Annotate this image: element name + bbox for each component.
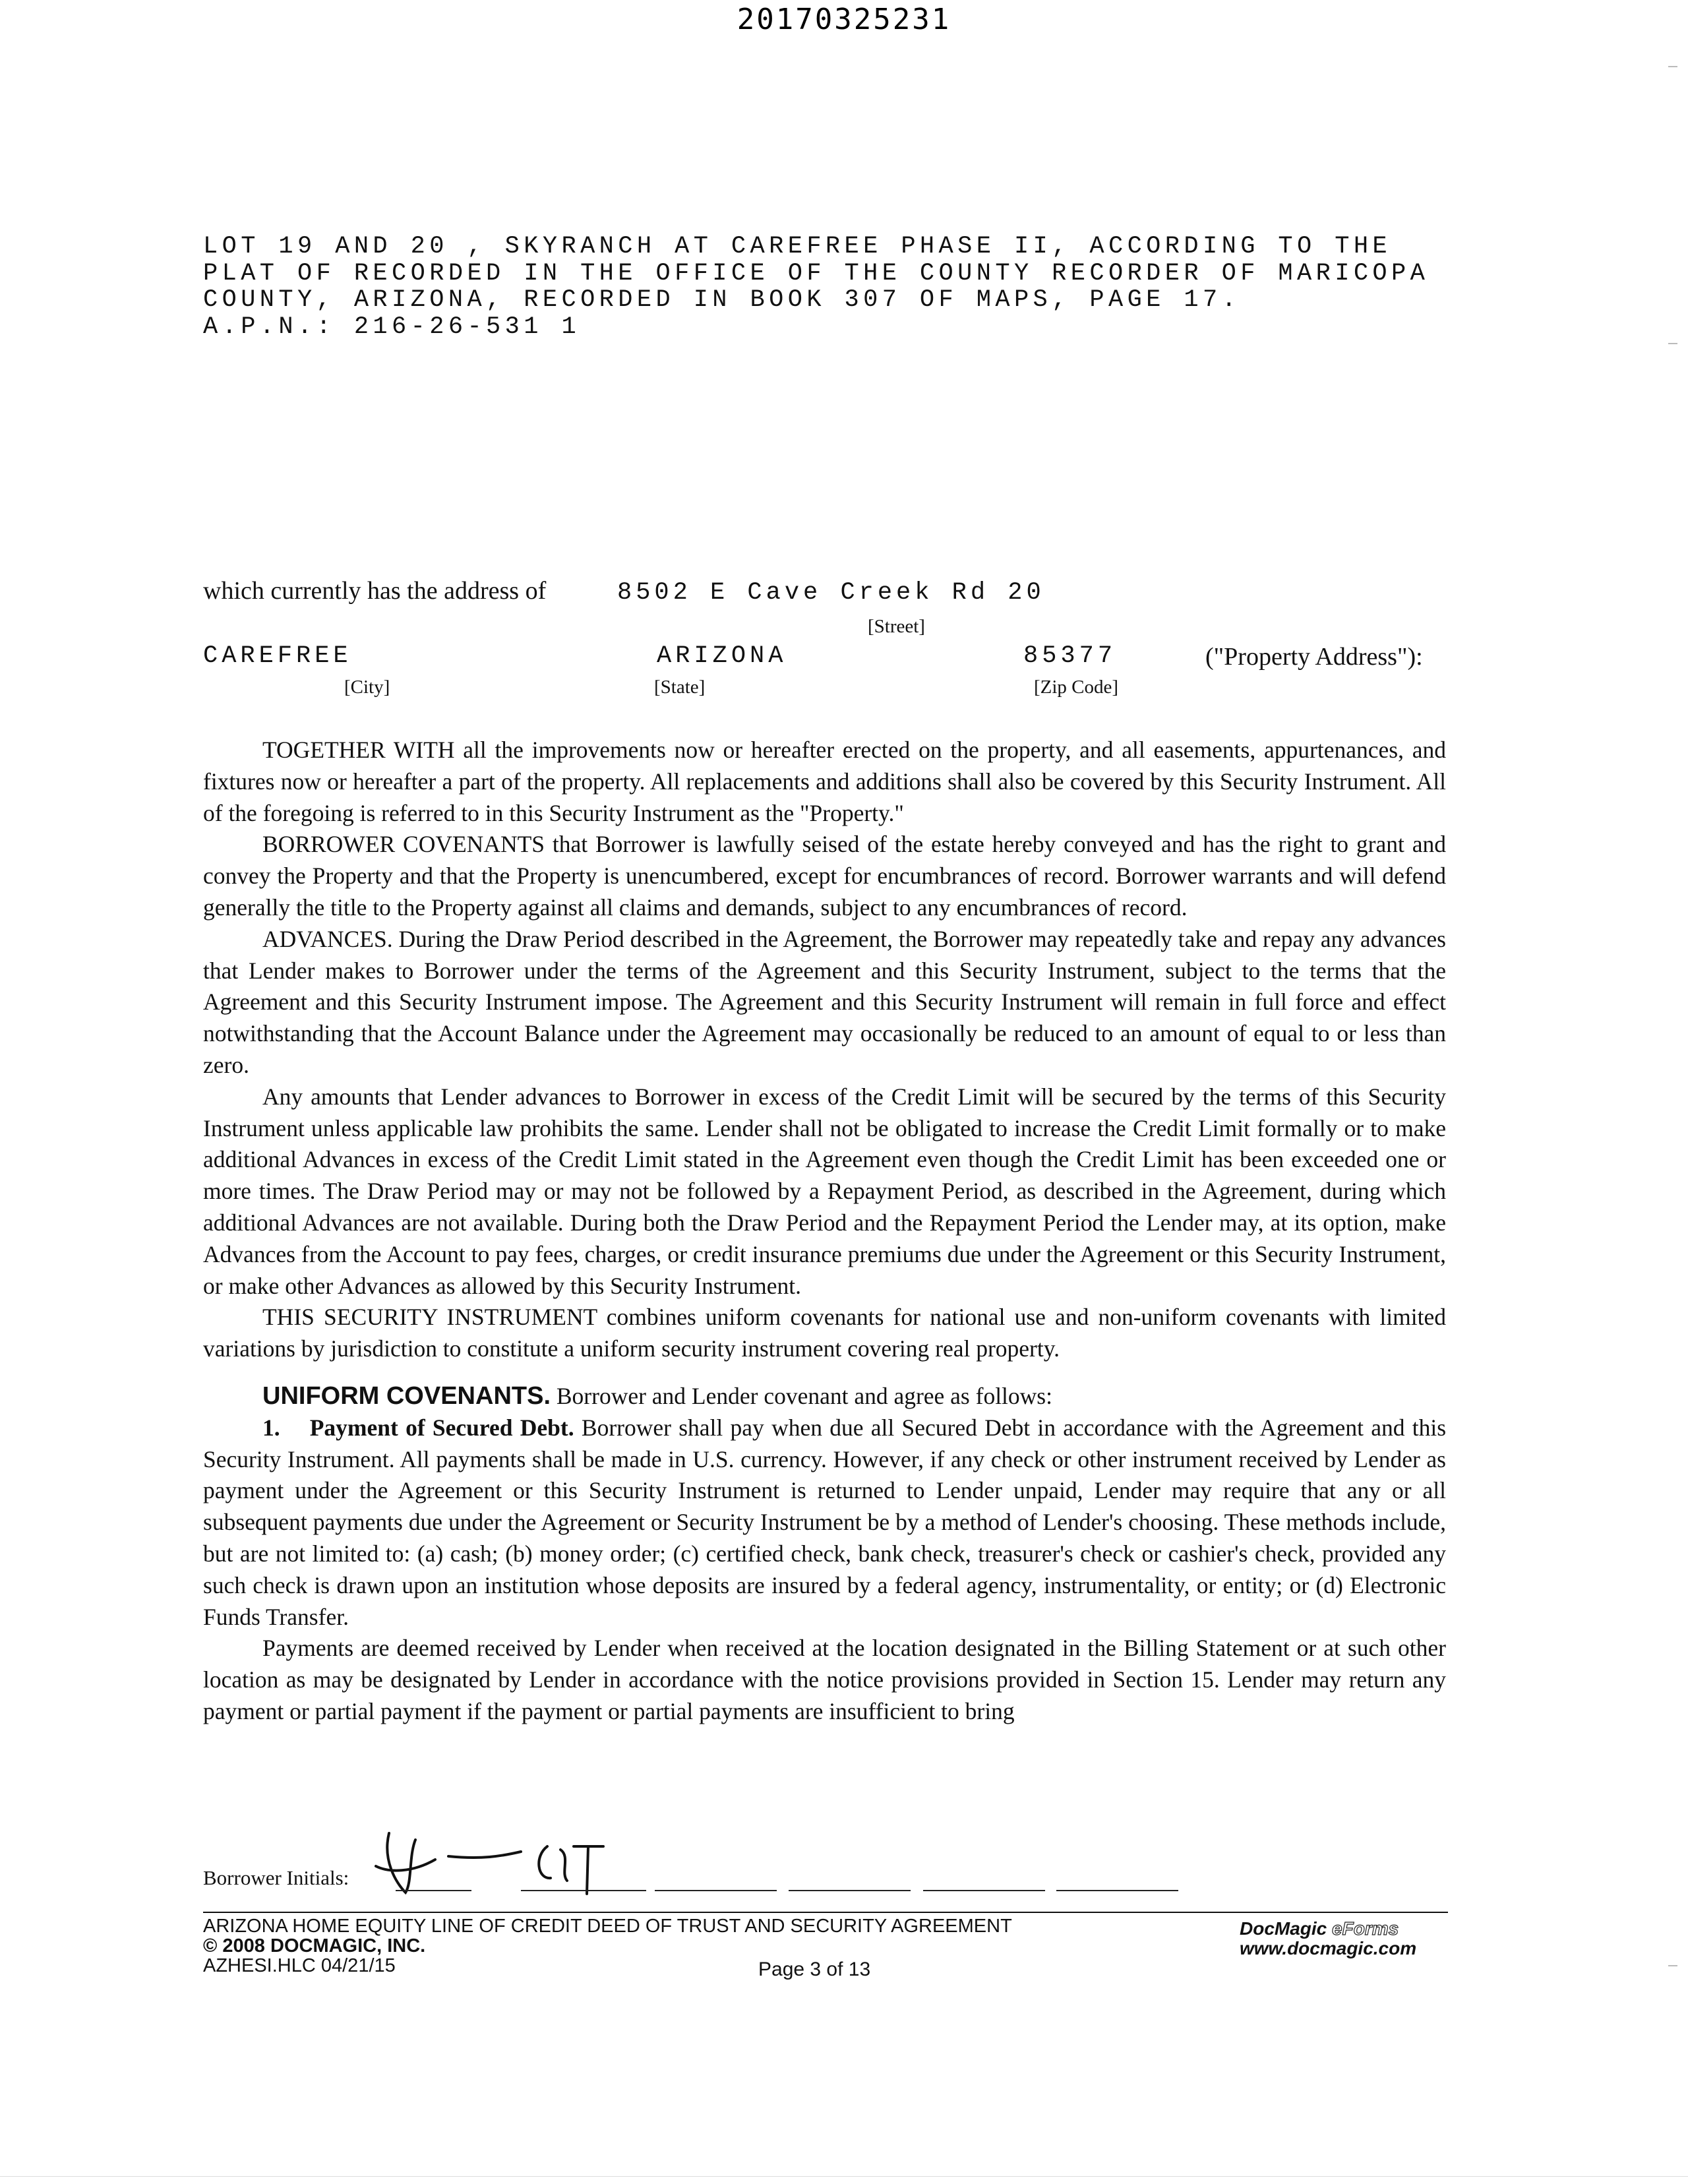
state-value: ARIZONA	[657, 642, 787, 670]
borrower-initials-signature	[349, 1820, 653, 1899]
legal-line: A.P.N.: 216-26-531 1	[203, 313, 581, 341]
footer-rule	[203, 1912, 1448, 1913]
legal-line: PLAT OF RECORDED IN THE OFFICE OF THE COUNTY RECORDER OF MARICOPA	[203, 259, 1430, 288]
body-text	[203, 735, 1446, 1728]
city-value: CAREFREE	[203, 642, 352, 670]
uniform-covenants-intro: Borrower and Lender covenant and agree as follows:	[556, 1382, 1052, 1409]
borrower-initials-label: Borrower Initials:	[203, 1866, 349, 1889]
section-1-title: Payment of Secured Debt.	[309, 1414, 574, 1441]
paragraph-credit-limit: Any amounts that Lender advances to Borrower in excess of the Credit Limit will be secured by the terms of this Security Instrument unless applicable law prohibits the same. Lender shall not be obligated to increase the Credit Limit formally or to make additional Advances in excess of the Credit Limit stated in the Agreement even though the Credit Limit has been exceeded one or more times. The Draw Period may or may not be followed by a Repayment Period, as described in the Agreement, during which additional Advances are not available. During both the Draw Period and the Repayment Period the Lender may, at its option, make Advances from the Account to pay fees, charges, or credit insurance premiums due under the Agreement or this Security Instrument, or make other Advances as allowed by this Security Instrument.	[203, 1083, 1446, 1299]
section-1	[203, 1412, 1446, 1633]
zip-label: [Zip Code]	[1034, 677, 1119, 698]
form-code: AZHESI.HLC 04/21/15	[203, 1955, 396, 1976]
scan-bottom-edge	[0, 2176, 1688, 2177]
state-label: [State]	[654, 677, 706, 698]
initials-line	[923, 1890, 1045, 1891]
copyright: © 2008 DOCMAGIC, INC.	[203, 1935, 426, 1957]
city-label: [City]	[344, 677, 390, 698]
zip-value: 85377	[1023, 642, 1117, 670]
paragraph-security-instrument: THIS SECURITY INSTRUMENT combines uniform covenants for national use and non-uniform covenants with limited variations by jurisdiction to constitute a uniform security instrument covering real property.	[203, 1304, 1446, 1362]
footer-brand	[1240, 1919, 1416, 1958]
uniform-covenants-title: UNIFORM COVENANTS.	[262, 1381, 551, 1410]
address-intro: which currently has the address of	[203, 577, 547, 605]
paragraph-advances: ADVANCES. During the Draw Period described in the Agreement, the Borrower may repeatedly take and repay any advances that Lender makes to Borrower under the terms of the Agreement and this Security Instrument, subject to the terms that the Agreement and this Security Instrument impose. The Agreement and this Security Instrument will remain in full force and effect notwithstanding that the Account Balance under the Agreement may occasionally be reduced to an amount of equal to or less than zero.	[203, 925, 1446, 1078]
paragraph-together-with: TOGETHER WITH all the improvements now or hereafter erected on the property, and all easements, appurtenances, and fixtures now or hereafter a part of the property. All replacements and additions shall also be covered by this Security Instrument. All of the foregoing is referred to in this Security Instrument as the "Property."	[203, 737, 1446, 826]
paragraph-borrower-covenants: BORROWER COVENANTS that Borrower is lawfully seised of the estate hereby conveyed and has the right to grant and convey the Property and that the Property is unencumbered, except for encumbrances of record. Borrower warrants and will defend generally the title to the Property against all claims and demands, subject to any encumbrances of record.	[203, 831, 1446, 921]
footer-left	[203, 1916, 1012, 1976]
scan-mark	[1668, 66, 1677, 67]
section-1-number: 1.	[262, 1414, 280, 1441]
form-title: ARIZONA HOME EQUITY LINE OF CREDIT DEED OF TRUST AND SECURITY AGREEMENT	[203, 1916, 1012, 1937]
paragraph-payments-received: Payments are deemed received by Lender when received at the location designated in the Billing Statement or at such other location as may be designated by Lender in accordance with the notice provisions provided in Section 15. Lender may return any payment or partial payment if the payment or partial payments are insufficient to bring	[203, 1635, 1446, 1724]
street-value: 8502 E Cave Creek Rd 20	[617, 579, 1045, 607]
section-1-text: Borrower shall pay when due all Secured Debt in accordance with the Agreement and this Security Instrument. All payments shall be made in U.S. currency. However, if any check or other instrument received by Lender as payment under the Agreement or this Security Instrument is returned to Lender unpaid, Lender may require that any or all subsequent payments due under the Agreement or Security Instrument be by a method of Lender's choosing. These methods include, but are not limited to: (a) cash; (b) money order; (c) certified check, bank check, treasurer's check or cashier's check, provided any such check is drawn upon an institution whose deposits are insured by a federal agency, instrumentality, or entity; or (d) Electronic Funds Transfer.	[203, 1414, 1447, 1630]
scan-mark	[1668, 343, 1677, 344]
initials-line	[655, 1890, 777, 1891]
legal-line: LOT 19 AND 20 , SKYRANCH AT CAREFREE PHASE II, ACCORDING TO THE	[203, 233, 1392, 260]
initials-line	[396, 1890, 471, 1891]
brand-eforms: eForms	[1332, 1918, 1399, 1939]
page-number: Page 3 of 13	[758, 1958, 871, 1980]
brand-name: DocMagic	[1240, 1918, 1327, 1939]
brand-website: www.docmagic.com	[1240, 1938, 1417, 1958]
scan-mark	[1668, 1965, 1677, 1966]
initials-line	[521, 1890, 646, 1891]
legal-line: COUNTY, ARIZONA, RECORDED IN BOOK 307 OF MAPS, PAGE 17.	[203, 286, 1241, 314]
legal-description	[203, 233, 1429, 340]
document-number: 20170325231	[737, 3, 951, 36]
uniform-covenants-heading	[203, 1381, 1446, 1412]
initials-line	[1056, 1890, 1178, 1891]
property-address-label: ("Property Address"):	[1205, 643, 1423, 671]
street-label: [Street]	[868, 616, 925, 637]
initials-line	[789, 1890, 911, 1891]
